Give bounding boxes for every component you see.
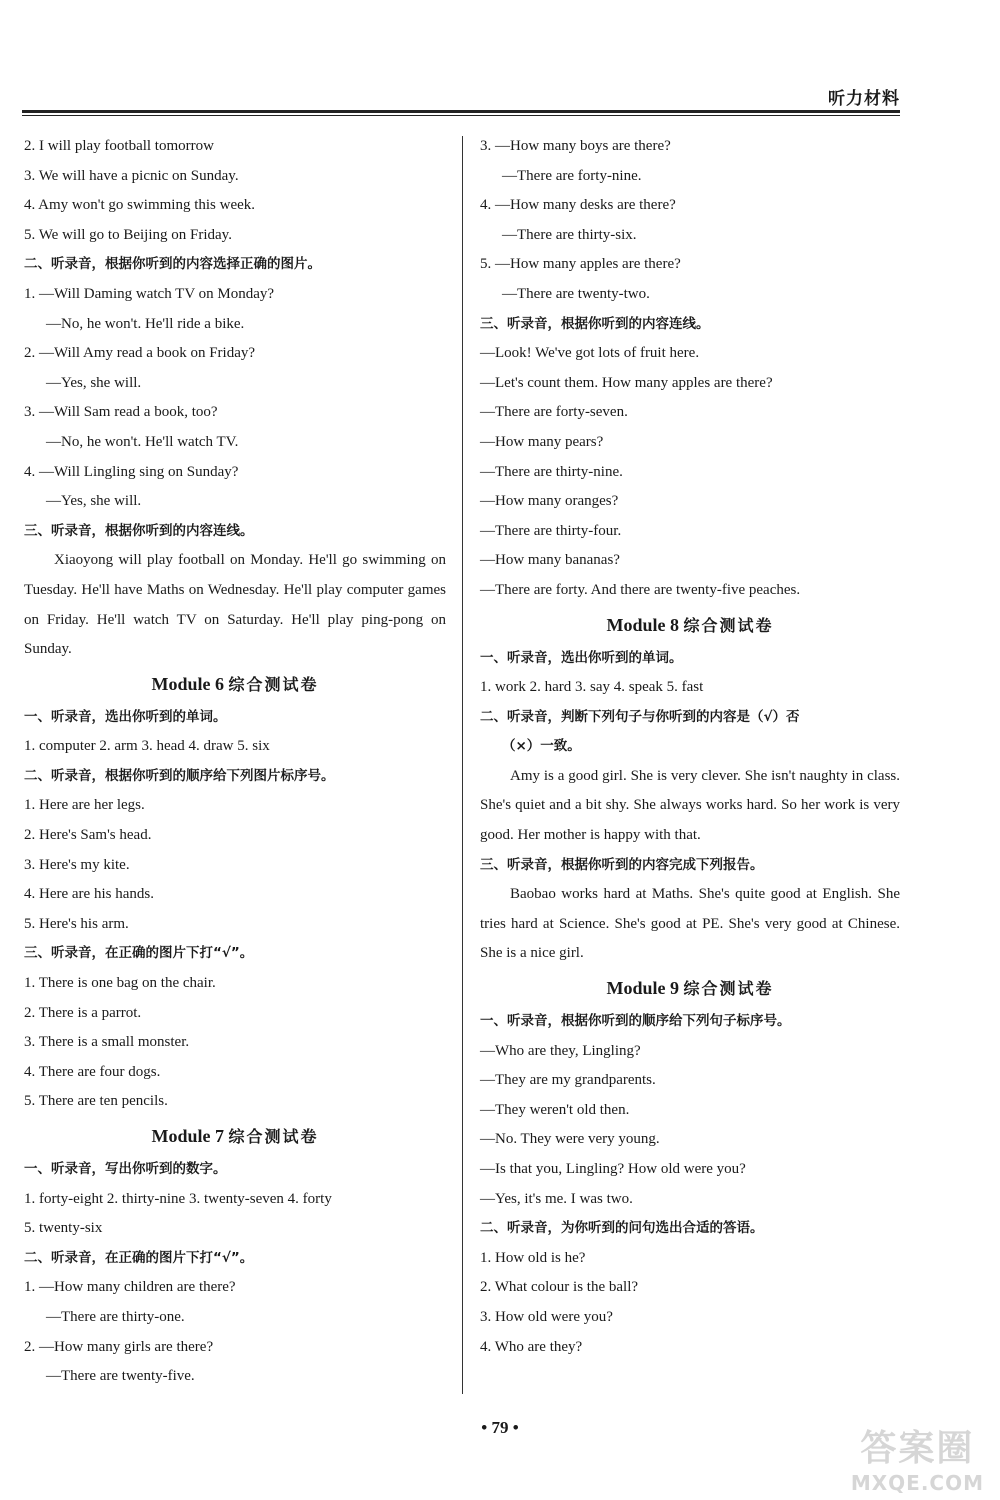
section-heading: 二、听录音，在正确的图片下打“√”。 <box>24 1249 254 1266</box>
section-heading-continued: （×）一致。 <box>502 738 581 755</box>
text-line: —Yes, it's me. I was two. <box>480 1190 633 1207</box>
section-title: 听力材料 <box>828 89 900 109</box>
module-heading-subtitle: 综合测试卷 <box>228 674 319 694</box>
text-line: 1. —Will Daming watch TV on Monday? <box>24 285 275 302</box>
text-line: 1. forty-eight 2. thirty-nine 3. twenty-seven 4. forty <box>24 1190 332 1207</box>
text-line: 5. —How many apples are there? <box>480 256 681 273</box>
module-heading <box>24 665 446 703</box>
dialogue-line: —There are twenty-five. <box>46 1368 195 1385</box>
text-line: —How many pears? <box>480 433 604 450</box>
module-heading-title: Module 6 <box>151 673 224 694</box>
module-heading-subtitle: 综合测试卷 <box>228 1127 319 1146</box>
text-line: —They are my grandparents. <box>480 1072 656 1089</box>
right-column <box>480 132 900 1362</box>
text-line: —No. They were very young. <box>480 1131 660 1148</box>
section-heading: 一、听录音，选出你听到的单词。 <box>480 649 683 666</box>
text-line: 5. There are ten pencils. <box>24 1093 168 1110</box>
module-heading-title: Module 9 <box>606 978 679 999</box>
module-heading-title: Module 8 <box>606 614 679 635</box>
dialogue-line: —There are twenty-two. <box>502 285 650 302</box>
text-line: —There are forty. And there are twenty-five peaches. <box>480 581 801 598</box>
module-heading-subtitle: 综合测试卷 <box>683 615 774 635</box>
text-line: —There are thirty-four. <box>480 522 622 539</box>
text-line: 4. Amy won't go swimming this week. <box>24 197 256 214</box>
section-heading: 一、听录音，根据你听到的顺序给下列句子标序号。 <box>480 1013 791 1030</box>
section-heading: 三、听录音，根据你听到的内容完成下列报告。 <box>480 856 764 873</box>
text-line: 3. Here's my kite. <box>24 856 130 873</box>
text-line: 3. There is a small monster. <box>24 1034 190 1051</box>
text-line: 2. I will play football tomorrow <box>24 138 214 154</box>
text-line: —Is that you, Lingling? How old were you? <box>480 1161 746 1177</box>
left-column <box>24 132 446 1392</box>
section-heading: 二、听录音，根据你听到的顺序给下列图片标序号。 <box>24 767 335 784</box>
paragraph: Baobao works hard at Maths. She's quite good at English. She tries hard at Science. She's good at PE. She's very good at Chinese. She is a nice girl. <box>480 886 900 962</box>
text-line: 1. computer 2. arm 3. head 4. draw 5. six <box>24 738 270 755</box>
module-heading <box>480 606 900 644</box>
text-line: 5. twenty-six <box>24 1220 103 1237</box>
text-line: 2. —Will Amy read a book on Friday? <box>24 345 256 362</box>
text-line: 3. —How many boys are there? <box>480 138 671 154</box>
text-line: 3. We will have a picnic on Sunday. <box>24 167 239 184</box>
text-line: 1. How old is he? <box>480 1249 586 1266</box>
header-rule <box>22 110 900 116</box>
text-line: —Let's count them. How many apples are there? <box>480 374 773 391</box>
dialogue-line: —There are thirty-six. <box>502 226 637 243</box>
text-line: —How many oranges? <box>480 493 619 510</box>
text-line: 4. Here are his hands. <box>24 886 154 903</box>
text-line: 1. Here are her legs. <box>24 797 145 814</box>
section-heading: 一、听录音，写出你听到的数字。 <box>24 1161 227 1177</box>
section-heading: 三、听录音，根据你听到的内容连线。 <box>24 522 254 539</box>
text-line: 2. There is a parrot. <box>24 1004 142 1021</box>
section-heading: 三、听录音，根据你听到的内容连线。 <box>480 315 710 332</box>
section-heading: 二、听录音，根据你听到的内容选择正确的图片。 <box>24 256 321 273</box>
dialogue-line: —Yes, she will. <box>46 374 142 391</box>
text-line: —They weren't old then. <box>480 1101 630 1118</box>
text-line: 2. Here's Sam's head. <box>24 827 152 844</box>
text-line: —Who are they, Lingling? <box>480 1042 641 1059</box>
text-line: —Look! We've got lots of fruit here. <box>480 345 700 362</box>
module-heading <box>480 969 900 1007</box>
text-line: 2. —How many girls are there? <box>24 1338 214 1355</box>
text-line: 4. —Will Lingling sing on Sunday? <box>24 463 239 480</box>
text-line: 3. How old were you? <box>480 1308 613 1325</box>
dialogue-line: —No, he won't. He'll ride a bike. <box>46 315 245 332</box>
text-line: 1. work 2. hard 3. say 4. speak 5. fast <box>480 679 704 696</box>
text-line: 5. Here's his arm. <box>24 915 129 932</box>
text-line: —There are thirty-nine. <box>480 463 623 480</box>
text-line: —There are forty-seven. <box>480 404 628 421</box>
dialogue-line: —There are thirty-one. <box>46 1308 185 1325</box>
text-line: 4. Who are they? <box>480 1338 583 1355</box>
text-line: 5. We will go to Beijing on Friday. <box>24 226 232 243</box>
watermark <box>851 1420 984 1495</box>
watermark-site: MXQE.COM <box>850 1471 984 1495</box>
watermark-main: 答案圈 <box>860 1428 975 1469</box>
section-heading: 二、听录音，为你听到的问句选出合适的答语。 <box>480 1220 764 1237</box>
text-line: 4. There are four dogs. <box>24 1063 161 1080</box>
page-number: • 79 • <box>481 1418 519 1437</box>
section-heading: 二、听录音，判断下列句子与你听到的内容是（√）否 <box>480 708 800 725</box>
text-line: —How many bananas? <box>480 552 620 569</box>
module-heading <box>24 1117 446 1155</box>
module-heading-subtitle: 综合测试卷 <box>683 979 774 999</box>
text-line: 4. —How many desks are there? <box>480 197 676 214</box>
dialogue-line: —There are forty-nine. <box>502 167 642 184</box>
text-line: 1. —How many children are there? <box>24 1279 236 1296</box>
text-line: 2. What colour is the ball? <box>480 1279 639 1296</box>
paragraph: Amy is a good girl. She is very clever. She isn't naughty in class. She's quiet and a bit shy. She always works hard. So her work is very good. Her mother is happy with that. <box>480 767 900 844</box>
text-line: 1. There is one bag on the chair. <box>24 975 216 992</box>
column-divider <box>462 136 463 1394</box>
dialogue-line: —No, he won't. He'll watch TV. <box>46 433 239 450</box>
module-heading-title: Module 7 <box>151 1126 224 1146</box>
text-line: 3. —Will Sam read a book, too? <box>24 404 218 421</box>
section-heading: 三、听录音，在正确的图片下打“√”。 <box>24 945 254 962</box>
section-heading: 一、听录音，选出你听到的单词。 <box>24 708 227 725</box>
paragraph: Xiaoyong will play football on Monday. He'll go swimming on Tuesday. He'll have Maths on Wednesday. He'll play computer games on Friday. He'll watch TV on Saturday. He'll play ping-pong on Sunday. <box>24 552 446 658</box>
dialogue-line: —Yes, she will. <box>46 493 142 510</box>
